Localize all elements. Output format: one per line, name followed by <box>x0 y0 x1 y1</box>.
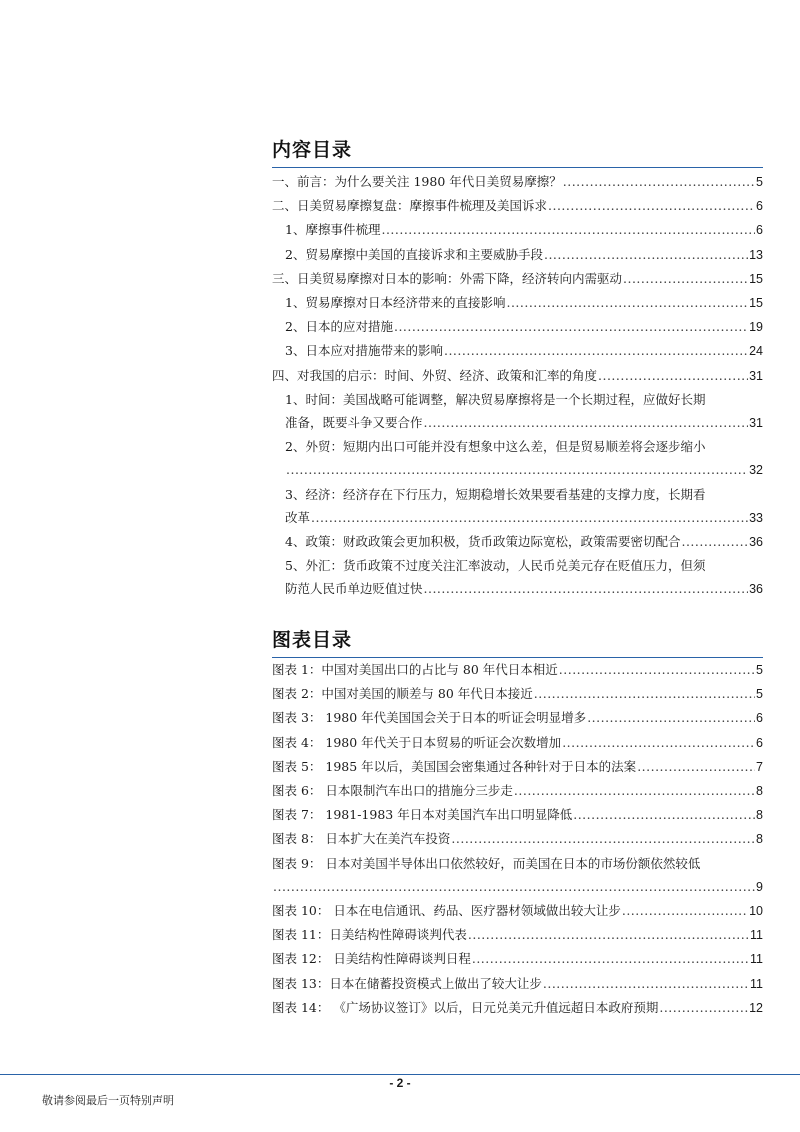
leader-dots <box>622 899 748 922</box>
toc-entry-page: 36 <box>749 535 763 550</box>
toc-entry-text: 二、日美贸易摩擦复盘：摩擦事件梳理及美国诉求 <box>272 198 548 214</box>
figure-entry-page: 11 <box>750 928 763 943</box>
toc-entry[interactable] <box>272 483 763 530</box>
toc-entry-page: 32 <box>749 463 763 478</box>
toc-entry[interactable] <box>272 388 763 435</box>
leader-dots <box>286 458 748 481</box>
toc-entry[interactable] <box>272 218 763 242</box>
toc-entry-line1: 3、经济：经济存在下行压力，短期稳增长效果要看基建的支撑力度，长期看 <box>285 486 706 502</box>
toc-entry[interactable] <box>272 339 763 363</box>
toc-entry-line1: 5、外汇：货币政策不过度关注汇率波动，人民币兑美元存在贬值压力，但须 <box>285 558 706 574</box>
toc-entry[interactable] <box>272 291 763 315</box>
toc-entry-page: 13 <box>749 247 763 262</box>
leader-dots <box>573 803 755 826</box>
leader-dots <box>543 972 749 995</box>
leader-dots <box>514 779 755 802</box>
toc-entry-page: 6 <box>756 223 763 238</box>
figure-entry-text: 图表 5： 1985 年以后，美国国会密集通过各种针对于日本的法案 <box>272 758 637 774</box>
toc-list <box>272 170 763 602</box>
toc-entry-page: 15 <box>749 271 763 286</box>
figure-entry-page: 6 <box>756 711 763 726</box>
toc-entry-line1: 1、时间：美国战略可能调整，解决贸易摩擦将是一个长期过程，应做好长期 <box>285 391 706 407</box>
leader-dots <box>424 577 749 600</box>
toc-entry-line2: 准备，既要斗争又要合作 <box>285 415 423 431</box>
toc-entry-text: 1、贸易摩擦对日本经济带来的直接影响 <box>285 295 506 311</box>
figure-entry[interactable] <box>272 755 763 779</box>
toc-entry-page: 31 <box>749 416 763 431</box>
toc-entry[interactable] <box>272 243 763 267</box>
leader-dots <box>444 339 748 362</box>
toc-entry-page: 36 <box>749 582 763 597</box>
toc-entry-page: 24 <box>749 344 763 359</box>
toc-entry-text: 3、日本应对措施带来的影响 <box>285 343 443 359</box>
leader-dots <box>468 923 749 946</box>
toc-entry-page: 5 <box>756 175 763 189</box>
leader-dots <box>544 243 748 266</box>
toc-entry-page: 33 <box>749 510 763 525</box>
figures-list <box>272 658 763 1020</box>
leader-dots <box>548 194 755 217</box>
toc-section <box>272 138 763 602</box>
toc-entry-line2: 改革 <box>285 509 311 525</box>
figure-entry-page: 10 <box>749 904 763 919</box>
disclaimer-note: 敬请参阅最后一页特别声明 <box>42 1094 174 1107</box>
figure-entry[interactable] <box>272 682 763 706</box>
toc-entry-text: 1、摩擦事件梳理 <box>285 222 381 238</box>
leader-dots <box>311 506 748 529</box>
figure-entry-text: 图表 3： 1980 年代美国国会关于日本的听证会明显增多 <box>272 710 587 726</box>
toc-entry-text: 4、政策：财政政策会更加积极，货币政策边际宽松，政策需要密切配合 <box>285 534 681 550</box>
toc-entry-line1: 2、外贸：短期内出口可能并没有想象中这么差，但是贸易顺差将会逐步缩小 <box>285 439 706 455</box>
figure-entry[interactable] <box>272 706 763 730</box>
toc-title-rule <box>272 167 763 168</box>
figure-entry[interactable] <box>272 996 763 1020</box>
figure-entry-text: 图表 13：日本在储蓄投资模式上做出了较大让步 <box>272 975 542 991</box>
leader-dots <box>273 875 755 898</box>
toc-entry-text: 四、对我国的启示：时间、外贸、经济、政策和汇率的角度 <box>272 367 598 383</box>
figure-entry-text: 图表 6： 日本限制汽车出口的措施分三步走 <box>272 783 513 799</box>
toc-entry[interactable] <box>272 554 763 601</box>
leader-dots <box>534 682 755 705</box>
toc-entry[interactable] <box>272 315 763 339</box>
toc-entry[interactable] <box>272 267 763 291</box>
figure-entry[interactable] <box>272 972 763 996</box>
leader-dots <box>637 755 755 778</box>
figure-entry-page: 11 <box>750 976 763 991</box>
leader-dots <box>587 706 755 729</box>
toc-entry-text: 三、日美贸易摩擦对日本的影响：外需下降，经济转向内需驱动 <box>272 270 623 286</box>
figure-entry-page: 12 <box>749 1000 763 1015</box>
figure-entry-text: 图表 12： 日美结构性障碍谈判日程 <box>272 951 471 967</box>
toc-entry-page: 15 <box>749 296 763 311</box>
leader-dots <box>506 291 748 314</box>
figure-entry[interactable] <box>272 658 763 682</box>
toc-entry-page: 19 <box>749 320 763 335</box>
figure-entry-text: 图表 14： 《广场协议签订》以后，日元兑美元升值远超日本政府预期 <box>272 999 659 1015</box>
figure-entry[interactable] <box>272 947 763 971</box>
figure-entry-text: 图表 4： 1980 年代关于日本贸易的听证会次数增加 <box>272 734 562 750</box>
figure-entry-text: 图表 8： 日本扩大在美汽车投资 <box>272 831 451 847</box>
figure-entry[interactable] <box>272 899 763 923</box>
figure-entry-text: 图表 2：中国对美国的顺差与 80 年代日本接近 <box>272 686 533 702</box>
toc-entry-text: 2、贸易摩擦中美国的直接诉求和主要威胁手段 <box>285 246 543 262</box>
leader-dots <box>623 267 748 290</box>
toc-title: 内容目录 <box>272 139 353 161</box>
leader-dots <box>381 218 755 241</box>
leader-dots <box>394 315 748 338</box>
toc-entry[interactable] <box>272 194 763 218</box>
page-number: - 2 - <box>389 1076 411 1090</box>
figures-title: 图表目录 <box>272 629 353 651</box>
figure-entry-text: 图表 1：中国对美国出口的占比与 80 年代日本相近 <box>272 662 558 677</box>
figure-entry-line1: 图表 9： 日本对美国半导体出口依然较好，而美国在日本的市场份额依然较低 <box>272 855 701 871</box>
figure-entry-page: 5 <box>756 687 763 702</box>
figure-entry[interactable] <box>272 852 763 899</box>
figure-entry[interactable] <box>272 803 763 827</box>
figures-section <box>272 628 763 1020</box>
leader-dots <box>559 658 755 681</box>
toc-entry-text: 一、前言：为什么要关注 1980 年代日美贸易摩擦？ <box>272 174 562 189</box>
leader-dots <box>598 364 748 387</box>
figure-entry[interactable] <box>272 731 763 755</box>
toc-entry[interactable] <box>272 435 763 482</box>
leader-dots <box>563 170 755 193</box>
leader-dots <box>451 827 755 850</box>
toc-entry-line2: 防范人民币单边贬值过快 <box>285 581 423 597</box>
figure-entry-text: 图表 10： 日本在电信通讯、药品、医疗器材领域做出较大让步 <box>272 903 621 919</box>
leader-dots <box>659 996 748 1019</box>
toc-entry[interactable] <box>272 364 763 388</box>
figure-entry-page: 6 <box>756 735 763 750</box>
figure-entry-page: 7 <box>756 759 763 774</box>
footer-rule <box>0 1074 800 1075</box>
leader-dots <box>424 411 749 434</box>
figure-entry[interactable] <box>272 923 763 947</box>
toc-entry[interactable] <box>272 170 763 194</box>
leader-dots <box>562 731 755 754</box>
figure-entry-page: 8 <box>756 832 763 847</box>
figure-entry[interactable] <box>272 827 763 851</box>
toc-entry-page: 6 <box>756 199 763 214</box>
toc-entry-text: 2、日本的应对措施 <box>285 319 393 335</box>
leader-dots <box>472 947 749 970</box>
figure-entry-page: 11 <box>750 952 763 967</box>
toc-entry[interactable] <box>272 530 763 554</box>
toc-entry-page: 31 <box>749 368 763 383</box>
figure-entry-page: 8 <box>756 808 763 823</box>
figure-entry-page: 5 <box>756 663 763 677</box>
figure-entry-page: 8 <box>756 784 763 799</box>
figure-entry-page: 9 <box>756 879 763 894</box>
figure-entry-text: 图表 11：日美结构性障碍谈判代表 <box>272 927 467 943</box>
leader-dots <box>681 530 748 553</box>
figure-entry-text: 图表 7： 1981-1983 年日本对美国汽车出口明显降低 <box>272 807 573 823</box>
figure-entry[interactable] <box>272 779 763 803</box>
